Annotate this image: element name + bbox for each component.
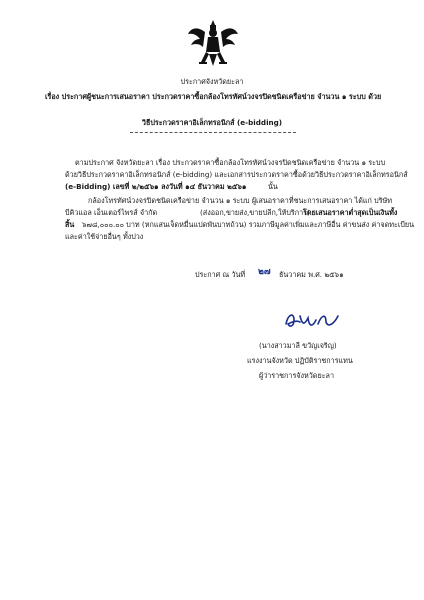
para2-line2b: (ส่งออก,ขายส่ง,ขายปลีก,ให้บริการ) [200, 208, 310, 217]
signature-mark [282, 306, 340, 332]
dateline-day: ๒๗ [258, 267, 271, 277]
para1-line2: ด้วยวิธีประกวดราคาอิเล็กทรอนิกส์ (e-bidding) และเอกสารประกวดราคาซื้อด้วยวิธีประกวดราคาอิเล็กทรอนิกส์ [65, 170, 408, 179]
signer-title-2: ผู้ว่าราชการจังหวัดยะลา [259, 371, 334, 380]
garuda-emblem-icon [187, 18, 239, 70]
para2-line3a: สิ้น [65, 220, 75, 229]
subject-line-2: วิธีประกวดราคาอิเล็กทรอนิกส์ (e-bidding) [141, 118, 283, 127]
para2-line1: กล้องโทรทัศน์วงจรปิดชนิดเครือข่าย จำนวน ๑ ระบบ ผู้เสนอราคาที่ชนะการเสนอราคา ได้แก่ บริษัท [88, 196, 393, 205]
dateline-prefix: ประกาศ ณ วันที่ [195, 270, 246, 279]
signer-name: (นางสาวมาลี ขวัญเจริญ) [259, 341, 337, 350]
para1-line3a: (e-Bidding) เลขที่ ๒/๒๕๖๑ ลงวันที่ ๑๔ ธันวาคม ๒๕๖๑ [65, 182, 247, 191]
org-title: ประกาศจังหวัดยะลา [180, 77, 244, 86]
para2-line2c: โดยเสนอราคาต่ำสุดเป็นเงินทั้ง [303, 208, 398, 217]
signer-title-1: แรงงานจังหวัด ปฏิบัติราชการแทน [247, 356, 353, 365]
para2-line2a: บีคิวแอล เอ็นเตอร์ไพรส์ จำกัด [65, 208, 158, 217]
para2-line4: และค่าใช้จ่ายอื่นๆ ทั้งปวง [65, 232, 144, 241]
para1-line1: ตามประกาศ จังหวัดยะลา เรื่อง ประกวดราคาซื้อกล้องโทรทัศน์วงจรปิดชนิดเครือข่าย จำนวน ๑ ระบบ [75, 158, 386, 167]
dateline-month-year: ธันวาคม พ.ศ. ๒๕๖๑ [279, 270, 344, 279]
para1-line3b: นั้น [268, 182, 278, 191]
divider [130, 132, 296, 133]
subject-line-1: เรื่อง ประกาศผู้ชนะการเสนอราคา ประกวดราคาซื้อกล้องโทรทัศน์วงจรปิดชนิดเครือข่าย จำนวน ๑ ระบบ ด้วย [45, 92, 382, 101]
para2-line3b: ๖๗๘,๐๐๐.๐๐ บาท (หกแสนเจ็ดหมื่นแปดพันบาทถ้วน) รวมภาษีมูลค่าเพิ่มและภาษีอื่น ค่าขนส่ง ค่าจดทะเบียน [82, 220, 415, 229]
